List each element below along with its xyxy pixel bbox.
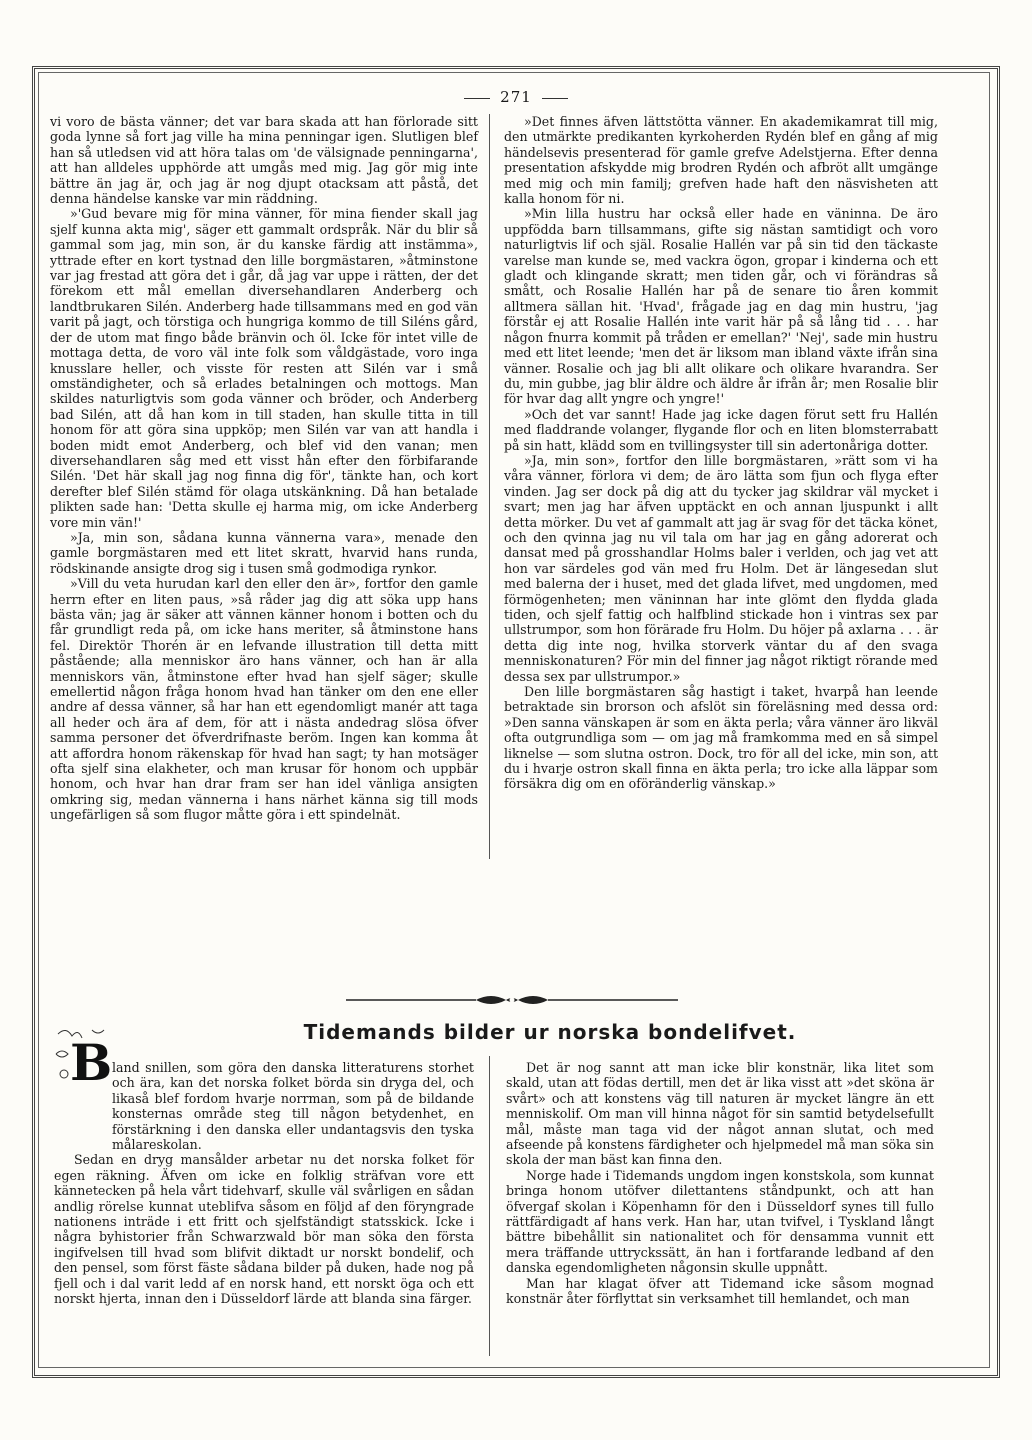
paragraph: »Och det var sannt! Hade jag icke dagen förut sett fru Hallén med fladdrande volanger, flygande flor och en liten blomsterrabatt på sin hatt, klädd som en tvillingsyster till sin adertonåriga dotter. [504, 406, 938, 453]
paragraph: Den lille borgmästaren såg hastigt i taket, hvarpå han leende betraktade sin brorson och afslöt sin föreläsning med dessa ord: »Den sanna vänskapen är som en äkta perla; våra vänner äro likväl ofta outgrundliga som — om jag må framkomma med en så simpel liknelse — som slutna ostron. Dock, tro för all del icke, min son, att du i hvarje ostron skall finna en äkta perla; tro icke alla läppar som försäkra dig om en oföränderlig vänskap.» [504, 684, 938, 792]
column-divider [489, 114, 490, 859]
article2-left-column [54, 1060, 474, 1307]
page-number [0, 88, 1032, 106]
paragraph: »Ja, min son», fortfor den lille borgmästaren, »rätt som vi ha våra vänner, förlora vi dem; de äro lätta som fjun och flyga efter vinden. Jag ser dock på dig att du tycker jag skildrar väl mycket i svart; men jag har äfven upptäckt en och annan ljuspunkt i allt detta mörker. Du vet af gammalt att jag är svag för det täcka könet, och den qvinna jag nu vil tala om har jag en gång adorerat och dansat med på grosshandlar Holms baler i verlden, och jag vet att hon var särdeles god vän med fru Holm. Det är längesedan slut med balerna der i huset, med det glada lifvet, med ungdomen, med förmögenheten; men väninnan har inte glömt den flydda glada tiden, och sjelf fattig och halfblind stickade hon i vintras sex par ullstrumpor, som hon förärade fru Holm. Du höjer på axlarna . . . är detta dig inte nog, hvilka storverk väntar du af den svaga menniskonaturen? För min del finner jag något riktigt rörande med dessa sex par ullstrumpor.» [504, 452, 938, 684]
page-number-text: 271 [500, 88, 532, 106]
paragraph: Det är nog sannt att man icke blir konstnär, lika litet som skald, utan att födas dertill, men det är lika visst att »det sköna är svårt» och att konstens väg till naturen är mycket längre än ett menniskolif. Om man vill hinna något för sin samtid betydelsefullt mål, måste man taga vid der något annan slutat, och med afseende på konstens färdigheter och hjelpmedel må man söka sin skola der man bäst kan finna den. [506, 1060, 934, 1168]
paragraph: »Ja, min son, sådana kunna vännerna vara», menade den gamle borgmästaren med ett litet skratt, hvarvid hans runda, rödskinande ansigte drog sig i tusen små godmodiga rynkor. [50, 529, 478, 576]
paragraph: »Vill du veta hurudan karl den eller den är», fortfor den gamle herrn efter en liten paus, »så råder jag dig att söka upp hans bästa vän; jag är säker att vännen känner honom i botten och du får grundligt reda på, om icke hans meriter, så åtminstone hans fel. Direktör Thorén är en lefvande illustration till detta mitt påstående; alla menniskor äro hans vänner, och han är alla menniskors vän, åtminstone efter hvad han sjelf säger; skulle emellertid någon fråga honom hvad han tänker om den ene eller andre af dessa vänner, så har han ett egendomligt manér att taga all heder och ära af dem, för att i nästa andedrag slösa öfver samma personer det öfverdrifnaste beröm. Ingen kan komma åt att affordra honom räkenskap för hvad han sagt; ty han motsäger ofta sjelf sina elakheter, och man krusar för honom och uppbär honom, och hvar han drar fram ser han idel vänliga ansigten omkring sig, medan vännerna i hans närhet känna sig till mods ungefärligen så som flugor måtte göra i ett spindelnät. [50, 576, 478, 823]
paragraph: Man har klagat öfver att Tidemand icke såsom mognad konstnär åter förflyttat sin verksamhet till hemlandet, och man [506, 1275, 934, 1307]
dropcap-letter: B [70, 1033, 113, 1088]
article2-right-column [506, 1060, 934, 1307]
column-divider [489, 1056, 490, 1356]
paragraph: Sedan en dryg mansålder arbetar nu det norska folket för egen räkning. Äfven om icke en folklig sträfvan vore ett kännetecken på hela vårt tidehvarf, skulle väl svårligen en sådan andlig rörelse kunnat uteblifva såsom en följd af den föryngrade nationens inträde i ett fritt och sjelfständigt statsskick. Icke i några byhistorier från Schwarzwald bör man söka den första ingifvelsen till hvad som blifvit diktadt ur norskt bondelif, och den pensel, som först fäste sådana bilder på duken, hade nog på fjell och i dal varit ledd af en norsk hand, ett norskt öga och ett norskt hjerta, innan den i Düsseldorf lärde att blanda sina färger. [54, 1152, 474, 1307]
paragraph: land snillen, som göra den danska litteraturens storhet och ära, kan det norska folket börda sin dryga del, och likaså blef fordom hvarje norrman, som på de bildande konsternas område steg till någon betydenhet, en förstärkning i den danska eller undantagsvis den tyska målareskolan. [112, 1060, 474, 1153]
paragraph: »Det finnes äfven lättstötta vänner. En akademikamrat till mig, den utmärkte predikanten kyrkoherden Rydén blef en gång af mig händelsevis presenterad för gamle grefve Adelstjerna. Efter denna presentation afskydde mig brodren Rydén och afbröt allt umgänge med mig och min familj; grefven hade haft den näsvisheten att kalla honom för ni. [504, 114, 938, 207]
paragraph: Norge hade i Tidemands ungdom ingen konstskola, som kunnat bringa honom utöfver dilettantens ståndpunkt, och att han öfvergaf skolan i Köpenhamn för den i Düsseldorf synes till fullo rättfärdigadt af hans verk. Han har, utan tvifvel, i Tyskland långt bättre bibehållit sin nationalitet och för densamma vunnit ett mera träffande uttryckssätt, än han i fortfarande ledband af den danska egendomligheten någonsin skulle uppnått. [506, 1167, 934, 1276]
article2-title: Tidemands bilder ur norska bondelifvet. [303, 1020, 797, 1044]
paragraph: »Min lilla hustru har också eller hade en väninna. De äro uppfödda barn tillsammans, gifte sig nästan samtidigt och voro naturligtvis lif och själ. Rosalie Hallén var på sin tid den täckaste varelse man kunde se, med vackra ögon, gropar i kinderna och ett gladt och klingande skratt; men tiden går, och vi förändras så smått, och Rosalie Hallén har på de senare tio åren kommit alltmera sällan hit. 'Hvad', frågade jag en dag min hustru, 'jag förstår ej att Rosalie Hallén inte varit här på så lång tid . . . har någon fnurra kommit på tråden er emellan?' 'Nej', sade min hustru med ett litet leende; 'men det är liksom man ibland växte ifrån sina vänner. Rosalie och jag bli allt olikare och olikare hvarandra. Ser du, min gubbe, jag blir äldre och äldre år ifrån år; men Rosalie blir för hvar dag allt yngre och yngre!' [504, 206, 938, 407]
paragraph: vi voro de bästa vänner; det var bara skada att han förlorade sitt goda lynne så fort jag ville ha mina penningar igen. Slutligen blef han så utledsen vid att höra talas om 'de välsignade penningarna', att han alldeles upphörde att umgås med mig. Jag gör mig inte bättre än jag är, och jag är nog djupt otacksam att påstå, det denna händelse kanske var min räddning. [50, 114, 478, 207]
section-divider-ornament [346, 992, 678, 1008]
article1-left-column [50, 114, 478, 823]
paragraph: »'Gud bevare mig för mina vänner, för mina fiender skall jag sjelf kunna akta mig', säger ett gammalt ordspråk. När du blir så gammal som jag, min son, är du kanske färdig att instämma», yttrade efter en kort tystnad den lille borgmästaren, »åtminstone var jag frestad att göra det i går, då jag var uppe i rätten, der det förekom ett mål emellan diversehandlaren Anderberg och landtbrukaren Silén. Anderberg hade tillsammans med en god vän varit på jagt, och törstiga och hungriga kommo de till Siléns gård, der de utom mat fingo både bränvin och öl. Icke för intet ville de mottaga detta, de voro väl inte folk som våldgästade, voro inga knusslare heller, och visste för resten att Silén var i små omständigheter, och så erlades betalningen och mottogs. Man skildes naturligtvis som goda vänner och bröder, och Anderberg bad Silén, att då han kom in till staden, han skulle titta in till honom för att göra sina uppköp; men Silén var van att handla i boden midt emot Anderberg, och blef vid den vanan; men diversehandlaren såg med ett visst hån efter den förbifarande Silén. 'Det här skall jag nog finna dig för', tänkte han, och kort derefter blef Silén stämd för olaga utskänkning. Då han betalade plikten sade han: 'Detta skulle ej harma mig, om icke Anderberg vore min vän!' [50, 206, 478, 530]
article1-right-column [504, 114, 938, 792]
